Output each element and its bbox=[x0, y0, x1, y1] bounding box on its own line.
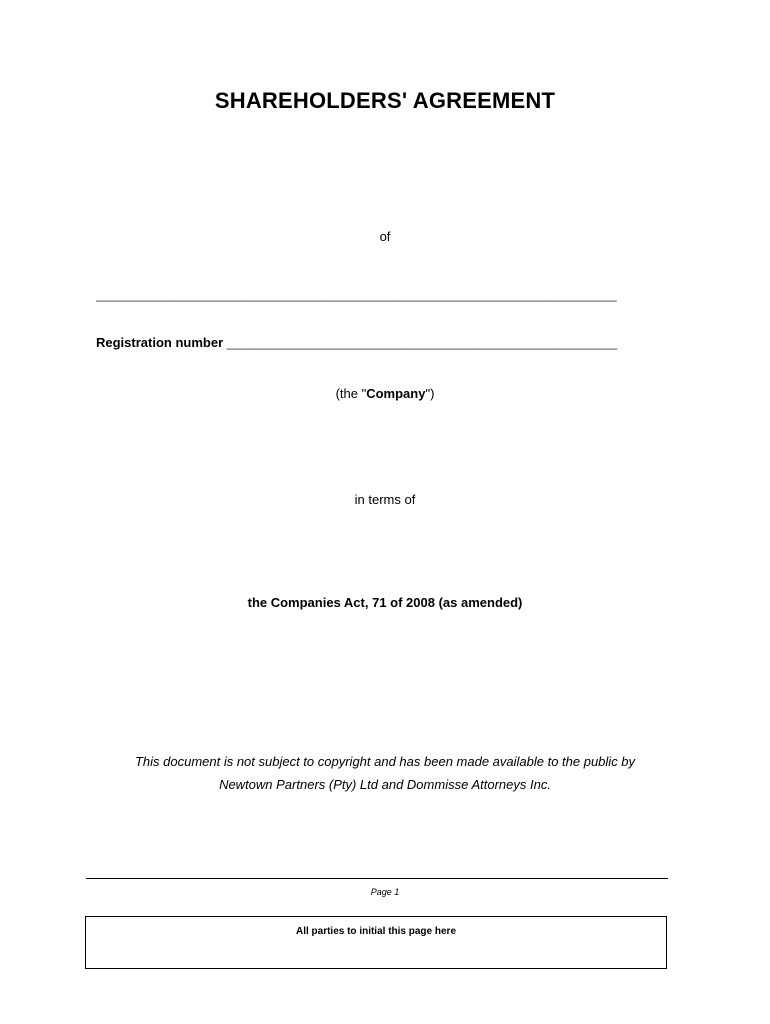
registration-number-blank: ______________________________________________________ bbox=[226, 335, 618, 350]
footer-divider bbox=[86, 878, 668, 879]
initial-box bbox=[85, 916, 667, 969]
in-terms-of-text: in terms of bbox=[354, 492, 416, 507]
company-definition bbox=[0, 386, 770, 401]
registration-number-label: Registration number bbox=[96, 335, 224, 350]
company-word: Company bbox=[366, 386, 426, 401]
copyright-notice-line-1: This document is not subject to copyright and has been made available to the public by bbox=[134, 754, 636, 769]
copyright-notice-line-2: Newtown Partners (Pty) Ltd and Dommisse Attorneys Inc. bbox=[219, 777, 551, 792]
initial-box-text: All parties to initial this page here bbox=[295, 926, 457, 937]
company-prefix: (the " bbox=[335, 386, 367, 401]
page-number: Page 1 bbox=[370, 887, 400, 897]
company-suffix: ") bbox=[425, 386, 435, 401]
registration-number-line bbox=[96, 335, 674, 350]
document-title: SHAREHOLDERS' AGREEMENT bbox=[214, 88, 556, 113]
of-text: of bbox=[379, 229, 391, 244]
copyright-notice bbox=[80, 750, 690, 796]
company-name-blank: ________________________________________________________________________ bbox=[96, 287, 617, 302]
companies-act-text: the Companies Act, 71 of 2008 (as amended) bbox=[247, 595, 523, 610]
